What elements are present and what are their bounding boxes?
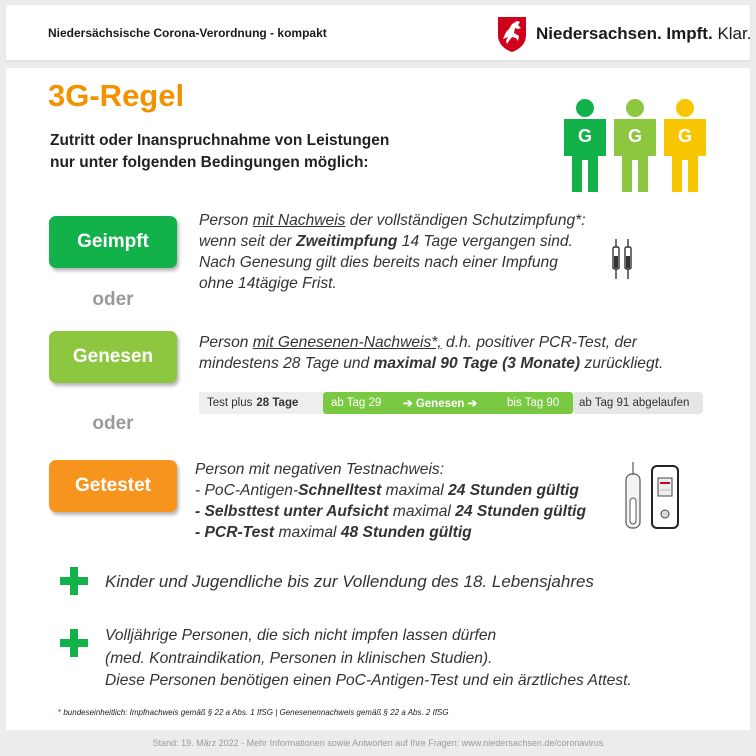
timeline-test-segment: Test plus 28 Tage <box>199 392 323 414</box>
genesen-badge: Genesen <box>49 331 177 383</box>
main-panel <box>6 68 750 730</box>
genesen-text: Person mit Genesenen-Nachweis*, d.h. positiver PCR-Test, der mindestens 28 Tage und maximal 90 Tage (3 Monate) zurückliegt. <box>199 334 664 372</box>
person-letter: G <box>577 126 593 146</box>
header-bar <box>6 5 750 60</box>
separator-oder: oder <box>92 413 134 434</box>
plus-icon <box>60 567 88 595</box>
person-figure-3 <box>664 99 706 192</box>
person-letter: G <box>677 126 693 146</box>
header-title: Niedersächsische Corona-Verordnung - kompakt <box>48 26 327 40</box>
recovery-timeline <box>199 392 707 414</box>
person-figure-1 <box>564 99 606 192</box>
intro-text: Zutritt oder Inanspruchnahme von Leistungen nur unter folgenden Bedingungen möglich: <box>50 132 390 171</box>
separator-oder: oder <box>92 289 134 310</box>
logo[interactable] <box>496 15 751 53</box>
extra-children-text: Kinder und Jugendliche bis zur Vollendung des 18. Lebensjahres <box>105 572 594 591</box>
footer-text: Stand: 19. März 2022 - Mehr Informationen sowie Antworten auf Ihre Fragen: www.niedersachsen.de/coronavirus <box>152 738 604 748</box>
extra-exempt-text: Volljährige Personen, die sich nicht impfen lassen dürfen (med. Kontraindikation, Personen in klinischen Studien). Diese Personen benötigen einen PoC-Antigen-Test und ein ärztliches Attest. <box>105 627 632 689</box>
lower-saxony-horse-crest-icon <box>496 15 528 53</box>
timeline-expired-segment: ab Tag 91 abgelaufen <box>573 392 703 414</box>
syringes-icon <box>608 238 636 280</box>
test-kit-icon <box>618 460 688 530</box>
timeline-valid-segment: ab Tag 29 ➔ Genesen ➔ bis Tag 90 <box>323 392 573 414</box>
geimpft-text: Person mit Nachweis der vollständigen Schutzimpfung*: wenn seit der Zweitimpfung 14 Tage vergangen sind. Nach Genesung gilt dies bereits nach einer Impfung ohne 14tägige Frist. <box>199 212 586 292</box>
person-figure-2 <box>614 99 656 192</box>
getestet-text: Person mit negativen Testnachweis: - PoC-Antigen-Schnelltest maximal 24 Stunden gültig - Selbsttest unter Aufsicht maximal 24 Stunden gültig - PCR-Test maximal 48 Stunden gültig <box>195 461 587 541</box>
footnote: * bundeseinheitlich: Impfnachweis gemäß § 22 a Abs. 1 IfSG | Genesenennachweis gemäß § 22 a Abs. 2 IfSG <box>58 708 449 717</box>
three-g-people-icon <box>560 98 710 192</box>
geimpft-badge: Geimpft <box>49 216 177 268</box>
person-letter: G <box>627 126 643 146</box>
page-title: 3G-Regel <box>48 78 185 113</box>
plus-icon <box>60 629 88 657</box>
logo-text: Niedersachsen. Impft. Klar. <box>536 24 752 43</box>
getestet-badge: Getestet <box>49 460 177 512</box>
